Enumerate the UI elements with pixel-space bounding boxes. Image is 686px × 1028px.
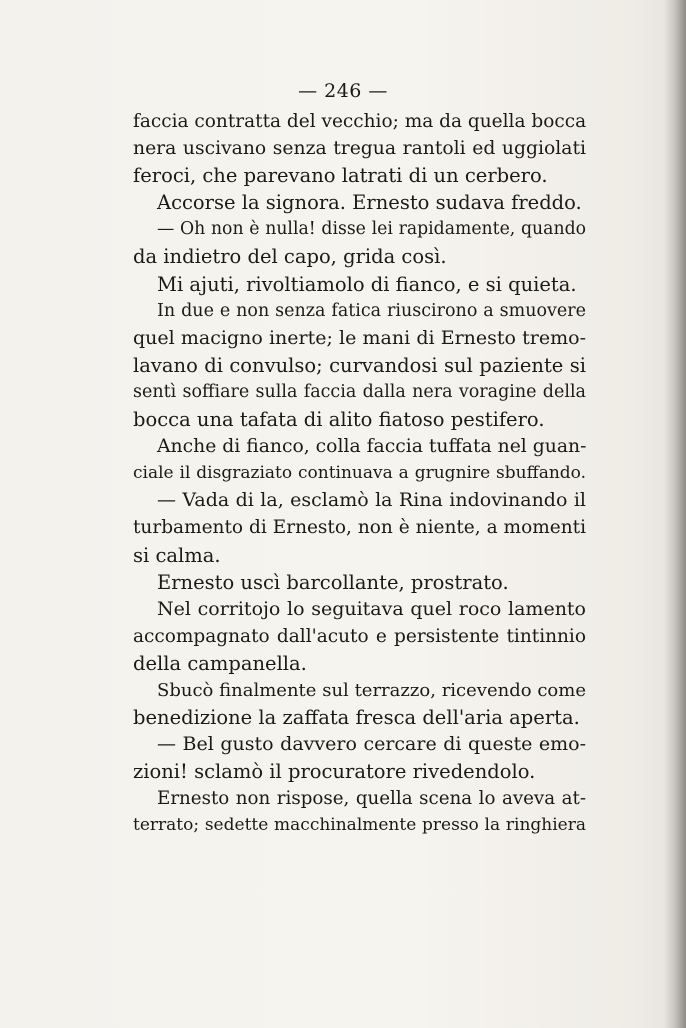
text-line: In due e non senza fatica riuscirono a smuovere <box>157 300 586 321</box>
text-line: turbamento di Ernesto, non è niente, a momenti <box>133 517 586 539</box>
text-line: — Bel gusto davvero cercare di queste emo- <box>157 733 586 756</box>
text-line: zioni! sclamò il procuratore rivedendolo. <box>133 760 536 784</box>
body-text <box>133 108 586 840</box>
text-line: ciale il disgraziato continuava a grugnire sbuffando. <box>133 463 586 484</box>
text-line: della campanella. <box>133 651 307 675</box>
text-line: sentì soffiare sulla faccia dalla nera voragine della <box>133 381 586 402</box>
text-line: Sbucò finalmente sul terrazzo, ricevendo come <box>157 679 586 701</box>
text-line: — Vada di la, esclamò la Rina indovinando il <box>157 489 586 512</box>
text-line: terrato; sedette macchinalmente presso la ringhiera <box>133 815 586 836</box>
text-line: Ernesto non rispose, quella scena lo aveva at- <box>157 788 586 810</box>
text-line: lavano di convulso; curvandosi sul paziente si <box>133 353 586 377</box>
text-line: Accorse la signora. Ernesto sudava freddo. <box>157 191 582 215</box>
text-line: quel macigno inerte; le mani di Ernesto tremo- <box>133 326 586 349</box>
page-edge-shadow <box>664 0 686 1028</box>
text-line: Ernesto uscì barcollante, prostrato. <box>157 570 509 594</box>
text-line: si calma. <box>133 543 221 567</box>
text-line: bocca una tafata di alito fiatoso pestifero. <box>133 408 545 432</box>
text-line: nera uscivano senza tregua rantoli ed uggiolati <box>133 138 586 160</box>
text-line: Anche di fianco, colla faccia tuffata nel guan- <box>157 436 587 458</box>
text-line: Nel corritojo lo seguitava quel roco lamento <box>157 597 586 620</box>
page-number: — 246 — <box>298 80 388 102</box>
text-line: feroci, che parevano latrati di un cerbero. <box>133 164 548 188</box>
text-line: benedizione la zaffata fresca dell'aria aperta. <box>133 706 580 730</box>
text-line: Mi ajuti, rivoltiamolo di fianco, e si quieta. <box>157 272 577 296</box>
text-line: faccia contratta del vecchio; ma da quella bocca <box>133 111 587 132</box>
text-line: da indietro del capo, grida così. <box>133 245 447 269</box>
text-line: — Oh non è nulla! disse lei rapidamente, quando <box>157 219 586 240</box>
text-line: accompagnato dall'acuto e persistente tintinnio <box>133 625 586 647</box>
